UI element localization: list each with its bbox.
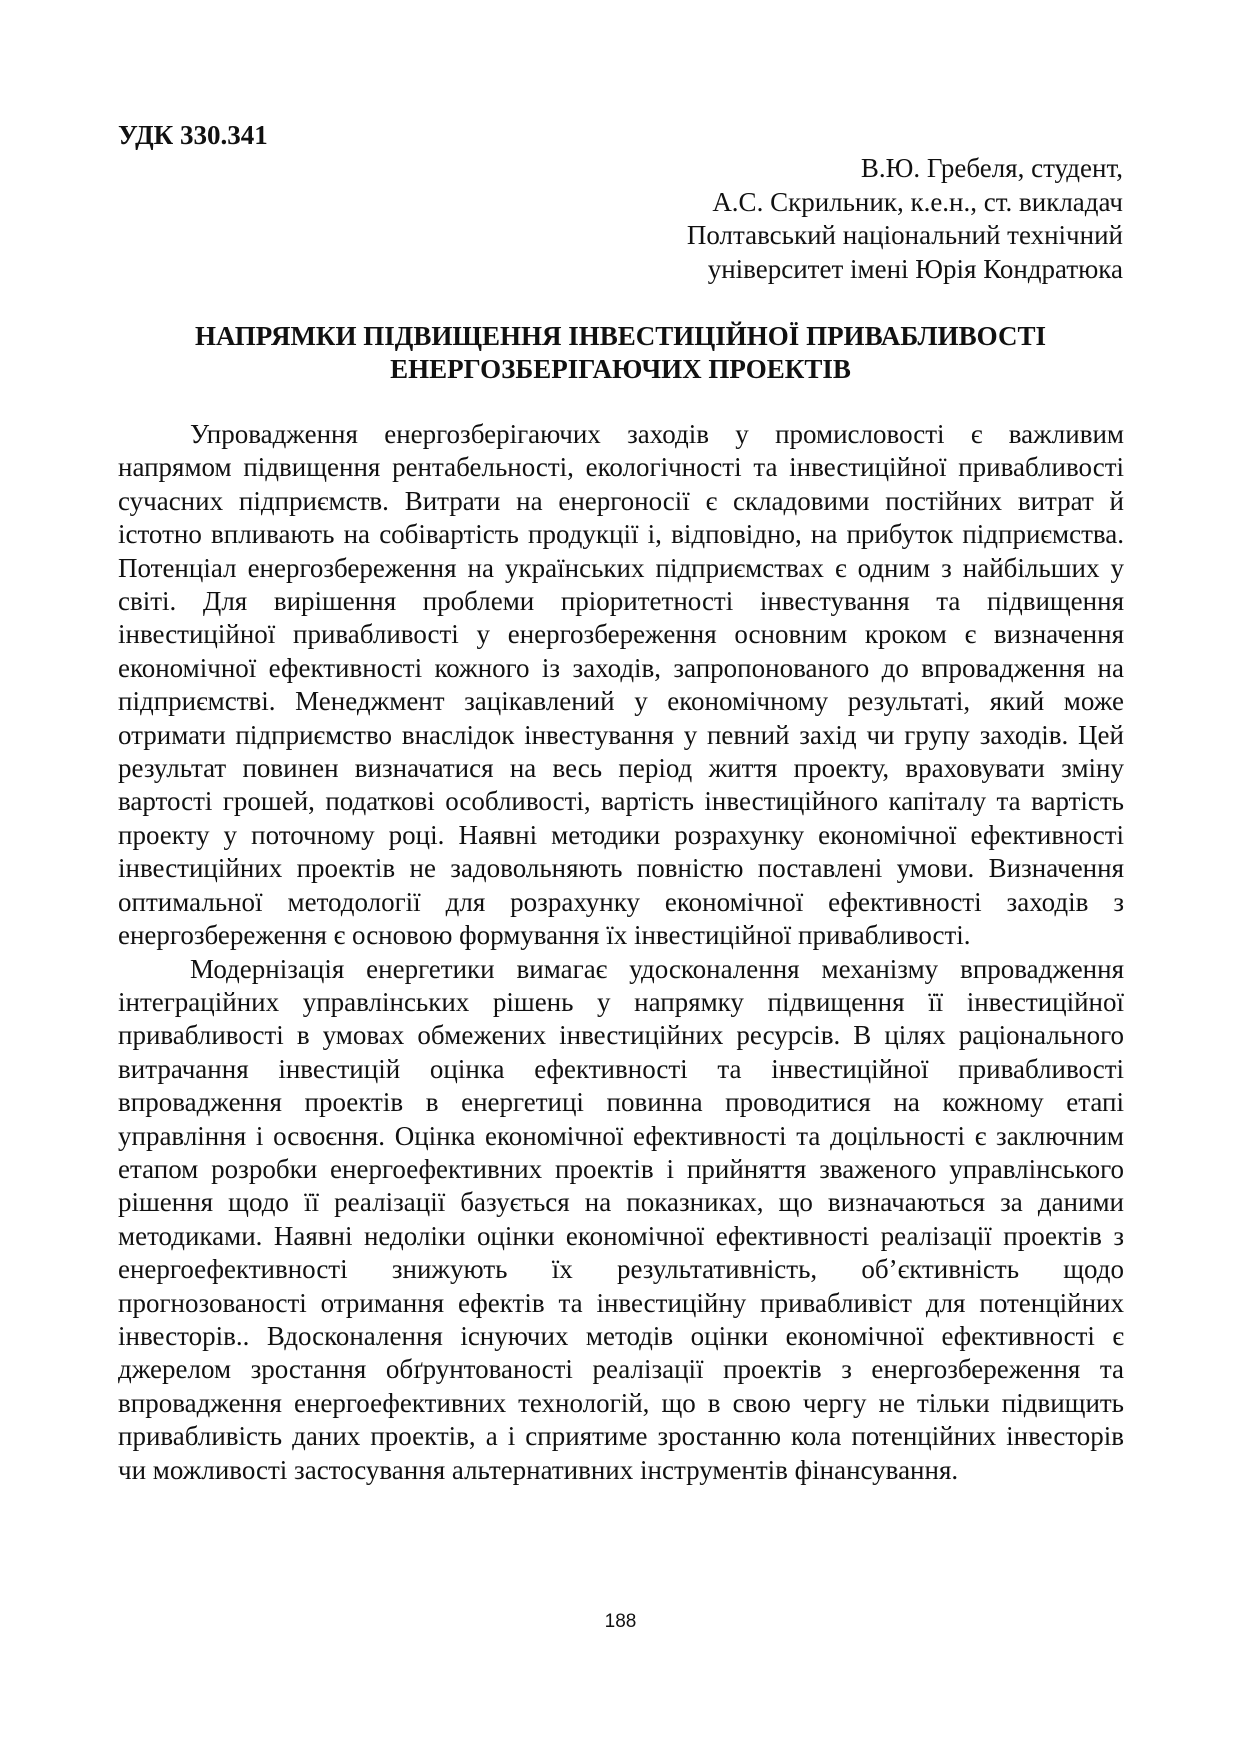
page-number: 188 <box>604 1611 637 1632</box>
affiliation-line: університет імені Юрія Кондратюка <box>707 253 1123 284</box>
article-title <box>118 320 1123 386</box>
title-line: НАПРЯМКИ ПІДВИЩЕННЯ ІНВЕСТИЦІЙНОЇ ПРИВАБЛИВОСТІ <box>194 321 1047 351</box>
body-paragraph: Модернізація енергетики вимагає удосконалення механізму впровадження інтеграційних управлінських рішень у напрямку підвищення її інвестиційної привабливості в умовах обмежених інвестиційних ресурсів. В цілях раціонального витрачання інвестицій оцінка ефективності та інвестиційної привабливості впровадження проектів в енергетиці повинна проводитися на кожному етапі управління і освоєння. Оцінка економічної ефективності та доцільності є заключним етапом розробки енергоефективних проектів і прийняття зваженого управлінського рішення щодо її реалізації базується на показниках, що визначаються за даними методиками. Наявні недоліки оцінки економічної ефективності реалізації проектів з енергоефективності знижують їх результативність, об’єктивність щодо прогнозованості отримання ефектів та інвестиційну привабливіст для потенційних інвесторів.. Вдосконалення існуючих методів оцінки економічної ефективності є джерелом зростання обґрунтованості реалізації проектів з енергозбереження та впровадження енергоефективних технологій, що в свою чергу не тільки підвищить привабливість даних проектів, а і сприятиме зростанню кола потенційних інвесторів чи можливості застосування альтернативних інструментів фінансування. <box>118 953 1124 1485</box>
author-block <box>223 152 1123 286</box>
affiliation-line: Полтавський національний технічний <box>686 220 1123 250</box>
author-line: В.Ю. Гребеля, студент, <box>860 153 1123 183</box>
body-paragraph: Упровадження енергозберігаючих заходів у промисловості є важливим напрямом підвищення рентабельності, екологічності та інвестиційної привабливості сучасних підприємств. Витрати на енергоносії є складовими постійних витрат й істотно впливають на собівартість продукції і, відповідно, на прибуток підприємства. Потенціал енергозбереження на українських підприємствах є одним з найбільших у світі. Для вирішення проблеми пріоритетності інвестування та підвищення інвестиційної привабливості у енергозбереження основним кроком є визначення економічної ефективності кожного із заходів, запропонованого до впровадження на підприємстві. Менеджмент зацікавлений у економічному результаті, який може отримати підприємство внаслідок інвестування у певний захід чи групу заходів. Цей результат повинен визначатися на весь період життя проекту, враховувати зміну вартості грошей, податкові особливості, вартість інвестиційного капіталу та вартість проекту у поточному році. Наявні методики розрахунку економічної ефективності інвестиційних проектів не задовольняють повністю поставлені умови. Визначення оптимальної методології для розрахунку економічної ефективності заходів з енергозбереження є основою формування їх інвестиційної привабливості. <box>118 419 1124 951</box>
author-line: А.С. Скрильник, к.е.н., ст. викладач <box>712 186 1123 217</box>
title-line: ЕНЕРГОЗБЕРІГАЮЧИХ ПРОЕКТІВ <box>390 354 851 384</box>
article-body <box>118 418 1124 1487</box>
udc-code: УДК 330.341 <box>118 120 268 150</box>
